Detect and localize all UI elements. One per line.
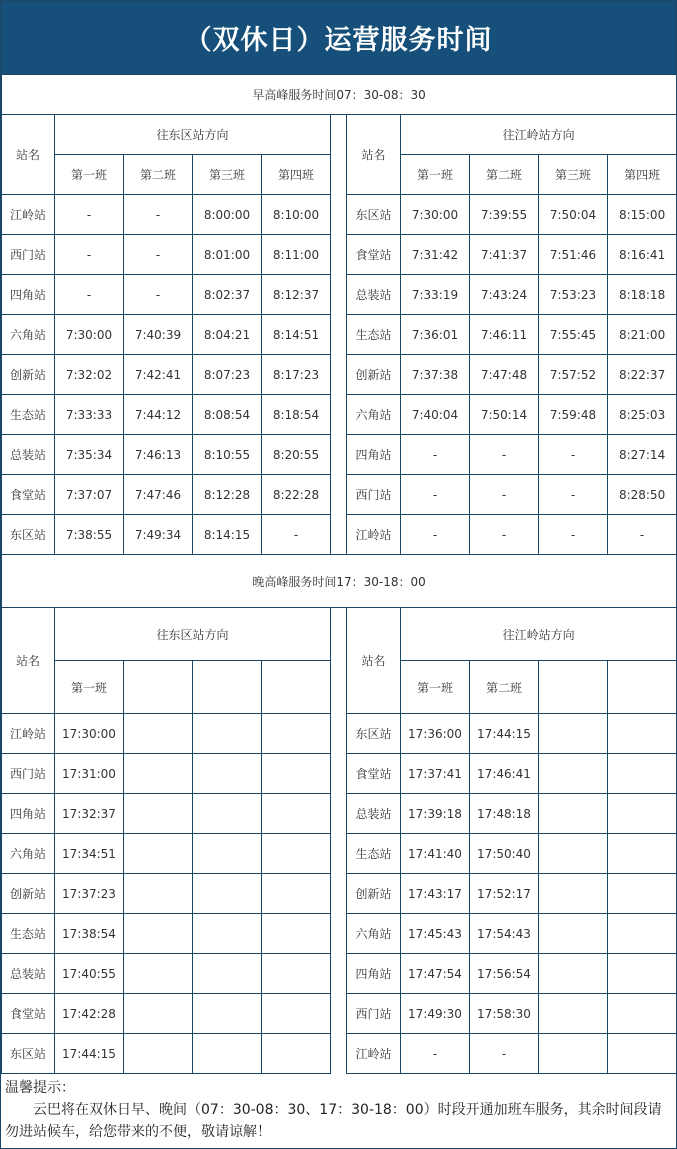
west-time-cell: 17:47:54 bbox=[401, 954, 470, 994]
notice-text: 云巴将在双休日早、晚间（07：30-08：30、17：30-18：00）时段开通加班车服务，其余时间段请勿进站候车，给您带来的不便，敬请谅解！ bbox=[5, 1102, 662, 1140]
west-station-name: 食堂站 bbox=[347, 754, 401, 794]
east-time-cell bbox=[124, 994, 193, 1034]
east-station-name: 江岭站 bbox=[2, 195, 55, 235]
west-time-cell bbox=[539, 874, 608, 914]
east-time-cell: 17:34:51 bbox=[55, 834, 124, 874]
evening-west-run-header bbox=[539, 661, 608, 714]
east-time-cell: 17:38:54 bbox=[55, 914, 124, 954]
morning-west-direction: 往江岭站方向 bbox=[401, 115, 677, 155]
gap-cell bbox=[331, 195, 347, 235]
table-row bbox=[2, 994, 677, 1034]
west-time-cell: 7:55:45 bbox=[539, 315, 608, 355]
east-time-cell bbox=[262, 1034, 331, 1074]
table-row bbox=[2, 914, 677, 954]
east-time-cell bbox=[262, 874, 331, 914]
west-time-cell: 7:30:00 bbox=[401, 195, 470, 235]
evening-gap bbox=[331, 608, 347, 714]
west-time-cell bbox=[608, 994, 677, 1034]
west-time-cell bbox=[608, 794, 677, 834]
east-time-cell: 7:44:12 bbox=[124, 395, 193, 435]
evening-west-run-header bbox=[608, 661, 677, 714]
west-station-name: 创新站 bbox=[347, 355, 401, 395]
east-time-cell bbox=[262, 794, 331, 834]
west-station-name: 创新站 bbox=[347, 874, 401, 914]
page-title: （双休日）运营服务时间 bbox=[1, 1, 676, 74]
east-station-name: 总装站 bbox=[2, 954, 55, 994]
east-station-name: 西门站 bbox=[2, 754, 55, 794]
morning-west-run-header: 第一班 bbox=[401, 155, 470, 195]
morning-east-station-header: 站名 bbox=[2, 115, 55, 195]
east-time-cell bbox=[124, 954, 193, 994]
morning-east-run-header: 第三班 bbox=[193, 155, 262, 195]
west-time-cell: - bbox=[470, 475, 539, 515]
east-time-cell bbox=[262, 754, 331, 794]
west-time-cell: 8:25:03 bbox=[608, 395, 677, 435]
west-time-cell: 17:41:40 bbox=[401, 834, 470, 874]
west-time-cell: 7:43:24 bbox=[470, 275, 539, 315]
west-station-name: 江岭站 bbox=[347, 1034, 401, 1074]
gap-cell bbox=[331, 874, 347, 914]
table-row bbox=[2, 794, 677, 834]
west-time-cell: 17:39:18 bbox=[401, 794, 470, 834]
west-station-name: 食堂站 bbox=[347, 235, 401, 275]
east-time-cell bbox=[262, 914, 331, 954]
morning-gap bbox=[331, 115, 347, 195]
gap-cell bbox=[331, 994, 347, 1034]
east-time-cell bbox=[193, 994, 262, 1034]
table-row bbox=[2, 1034, 677, 1074]
west-time-cell: 8:22:37 bbox=[608, 355, 677, 395]
west-time-cell bbox=[539, 914, 608, 954]
table-row bbox=[2, 355, 677, 395]
west-time-cell: 7:33:19 bbox=[401, 275, 470, 315]
west-time-cell: 7:57:52 bbox=[539, 355, 608, 395]
west-time-cell: 17:37:41 bbox=[401, 754, 470, 794]
east-station-name: 总装站 bbox=[2, 435, 55, 475]
table-row bbox=[2, 874, 677, 914]
west-time-cell: 8:18:18 bbox=[608, 275, 677, 315]
gap-cell bbox=[331, 395, 347, 435]
gap-cell bbox=[331, 355, 347, 395]
east-time-cell bbox=[193, 874, 262, 914]
east-time-cell bbox=[124, 1034, 193, 1074]
east-time-cell: 8:04:21 bbox=[193, 315, 262, 355]
evening-east-run-header: 第一班 bbox=[55, 661, 124, 714]
west-time-cell: 17:46:41 bbox=[470, 754, 539, 794]
table-row bbox=[2, 754, 677, 794]
west-time-cell: 17:48:18 bbox=[470, 794, 539, 834]
west-time-cell: 17:45:43 bbox=[401, 914, 470, 954]
table-row bbox=[2, 195, 677, 235]
west-time-cell bbox=[539, 994, 608, 1034]
west-time-cell: 8:27:14 bbox=[608, 435, 677, 475]
east-time-cell: 8:00:00 bbox=[193, 195, 262, 235]
gap-cell bbox=[331, 275, 347, 315]
west-station-name: 总装站 bbox=[347, 275, 401, 315]
west-station-name: 东区站 bbox=[347, 195, 401, 235]
west-time-cell bbox=[608, 954, 677, 994]
west-station-name: 总装站 bbox=[347, 794, 401, 834]
west-time-cell bbox=[539, 794, 608, 834]
notice-label: 温馨提示： bbox=[5, 1080, 75, 1096]
east-station-name: 生态站 bbox=[2, 914, 55, 954]
east-time-cell: 7:49:34 bbox=[124, 515, 193, 555]
west-time-cell: 7:46:11 bbox=[470, 315, 539, 355]
west-time-cell bbox=[608, 714, 677, 754]
gap-cell bbox=[331, 515, 347, 555]
gap-cell bbox=[331, 954, 347, 994]
west-time-cell bbox=[539, 714, 608, 754]
east-time-cell bbox=[262, 714, 331, 754]
west-station-name: 东区站 bbox=[347, 714, 401, 754]
morning-west-run-header: 第三班 bbox=[539, 155, 608, 195]
table-row bbox=[2, 714, 677, 754]
morning-east-run-header: 第四班 bbox=[262, 155, 331, 195]
east-time-cell: 17:40:55 bbox=[55, 954, 124, 994]
west-time-cell: - bbox=[608, 515, 677, 555]
east-station-name: 创新站 bbox=[2, 355, 55, 395]
west-station-name: 生态站 bbox=[347, 315, 401, 355]
morning-west-run-header: 第二班 bbox=[470, 155, 539, 195]
west-time-cell: 7:41:37 bbox=[470, 235, 539, 275]
west-time-cell: 8:16:41 bbox=[608, 235, 677, 275]
west-time-cell: 7:51:46 bbox=[539, 235, 608, 275]
east-time-cell: 8:22:28 bbox=[262, 475, 331, 515]
west-time-cell: 7:39:55 bbox=[470, 195, 539, 235]
west-time-cell: 8:28:50 bbox=[608, 475, 677, 515]
west-time-cell: - bbox=[401, 515, 470, 555]
gap-cell bbox=[331, 475, 347, 515]
morning-heading-row bbox=[2, 75, 677, 115]
east-station-name: 四角站 bbox=[2, 275, 55, 315]
west-time-cell: - bbox=[539, 515, 608, 555]
evening-direction-row bbox=[2, 608, 677, 661]
west-station-name: 六角站 bbox=[347, 914, 401, 954]
east-time-cell bbox=[193, 794, 262, 834]
west-time-cell bbox=[539, 1034, 608, 1074]
east-time-cell: 8:02:37 bbox=[193, 275, 262, 315]
west-time-cell bbox=[608, 914, 677, 954]
evening-east-station-header: 站名 bbox=[2, 608, 55, 714]
east-time-cell bbox=[262, 994, 331, 1034]
east-time-cell bbox=[124, 834, 193, 874]
west-time-cell: - bbox=[401, 475, 470, 515]
west-time-cell: 7:31:42 bbox=[401, 235, 470, 275]
table-row bbox=[2, 954, 677, 994]
west-station-name: 生态站 bbox=[347, 834, 401, 874]
east-time-cell: 8:14:51 bbox=[262, 315, 331, 355]
east-time-cell bbox=[193, 914, 262, 954]
east-time-cell: 8:12:37 bbox=[262, 275, 331, 315]
evening-east-run-header bbox=[193, 661, 262, 714]
west-time-cell: 8:21:00 bbox=[608, 315, 677, 355]
evening-west-direction: 往江岭站方向 bbox=[401, 608, 677, 661]
east-time-cell bbox=[193, 714, 262, 754]
east-time-cell: 7:33:33 bbox=[55, 395, 124, 435]
east-time-cell: - bbox=[124, 235, 193, 275]
west-time-cell: 17:58:30 bbox=[470, 994, 539, 1034]
notice bbox=[1, 1074, 676, 1143]
east-time-cell bbox=[124, 714, 193, 754]
west-time-cell bbox=[608, 754, 677, 794]
east-time-cell: - bbox=[55, 195, 124, 235]
west-station-name: 四角站 bbox=[347, 435, 401, 475]
west-time-cell: - bbox=[539, 435, 608, 475]
west-time-cell: 17:44:15 bbox=[470, 714, 539, 754]
morning-east-run-header: 第一班 bbox=[55, 155, 124, 195]
east-time-cell: 7:46:13 bbox=[124, 435, 193, 475]
east-station-name: 东区站 bbox=[2, 515, 55, 555]
table-row bbox=[2, 834, 677, 874]
east-time-cell: 8:07:23 bbox=[193, 355, 262, 395]
gap-cell bbox=[331, 714, 347, 754]
gap-cell bbox=[331, 315, 347, 355]
east-time-cell: 8:11:00 bbox=[262, 235, 331, 275]
morning-section-heading: 早高峰服务时间07：30-08：30 bbox=[2, 75, 677, 115]
east-time-cell: 8:14:15 bbox=[193, 515, 262, 555]
east-time-cell: 7:37:07 bbox=[55, 475, 124, 515]
west-time-cell: 7:59:48 bbox=[539, 395, 608, 435]
east-time-cell: 7:38:55 bbox=[55, 515, 124, 555]
east-time-cell bbox=[193, 954, 262, 994]
table-row bbox=[2, 275, 677, 315]
east-time-cell: 7:32:02 bbox=[55, 355, 124, 395]
east-time-cell: - bbox=[262, 515, 331, 555]
morning-east-run-header: 第二班 bbox=[124, 155, 193, 195]
west-time-cell: 8:15:00 bbox=[608, 195, 677, 235]
gap-cell bbox=[331, 834, 347, 874]
east-time-cell: - bbox=[124, 275, 193, 315]
morning-direction-row bbox=[2, 115, 677, 155]
east-time-cell: 8:12:28 bbox=[193, 475, 262, 515]
east-time-cell: 17:30:00 bbox=[55, 714, 124, 754]
evening-east-run-header bbox=[124, 661, 193, 714]
east-time-cell: 8:17:23 bbox=[262, 355, 331, 395]
gap-cell bbox=[331, 914, 347, 954]
evening-west-run-header: 第二班 bbox=[470, 661, 539, 714]
gap-cell bbox=[331, 1034, 347, 1074]
west-time-cell: - bbox=[401, 1034, 470, 1074]
gap-cell bbox=[331, 754, 347, 794]
table-row bbox=[2, 435, 677, 475]
west-time-cell: 17:56:54 bbox=[470, 954, 539, 994]
west-time-cell: 17:43:17 bbox=[401, 874, 470, 914]
west-time-cell: 7:37:38 bbox=[401, 355, 470, 395]
west-station-name: 四角站 bbox=[347, 954, 401, 994]
west-station-name: 西门站 bbox=[347, 475, 401, 515]
east-time-cell bbox=[262, 954, 331, 994]
west-time-cell: 7:50:14 bbox=[470, 395, 539, 435]
timetable bbox=[1, 74, 677, 1074]
west-time-cell: 7:36:01 bbox=[401, 315, 470, 355]
west-time-cell: 17:54:43 bbox=[470, 914, 539, 954]
east-time-cell: 8:18:54 bbox=[262, 395, 331, 435]
east-time-cell: - bbox=[55, 275, 124, 315]
east-time-cell: 8:20:55 bbox=[262, 435, 331, 475]
west-station-name: 江岭站 bbox=[347, 515, 401, 555]
west-time-cell: 7:47:48 bbox=[470, 355, 539, 395]
east-station-name: 生态站 bbox=[2, 395, 55, 435]
table-row bbox=[2, 235, 677, 275]
west-time-cell: 17:52:17 bbox=[470, 874, 539, 914]
evening-west-run-header: 第一班 bbox=[401, 661, 470, 714]
east-station-name: 四角站 bbox=[2, 794, 55, 834]
west-time-cell bbox=[539, 834, 608, 874]
east-station-name: 六角站 bbox=[2, 834, 55, 874]
morning-west-run-header: 第四班 bbox=[608, 155, 677, 195]
east-time-cell: - bbox=[55, 235, 124, 275]
east-time-cell bbox=[193, 754, 262, 794]
east-time-cell bbox=[124, 874, 193, 914]
east-time-cell: 7:30:00 bbox=[55, 315, 124, 355]
west-time-cell: 17:49:30 bbox=[401, 994, 470, 1034]
east-station-name: 东区站 bbox=[2, 1034, 55, 1074]
west-time-cell: - bbox=[401, 435, 470, 475]
west-time-cell: - bbox=[470, 1034, 539, 1074]
west-time-cell bbox=[539, 954, 608, 994]
table-row bbox=[2, 515, 677, 555]
east-time-cell bbox=[193, 834, 262, 874]
west-time-cell bbox=[539, 754, 608, 794]
evening-east-run-header bbox=[262, 661, 331, 714]
west-time-cell bbox=[608, 874, 677, 914]
east-time-cell: 8:10:55 bbox=[193, 435, 262, 475]
west-time-cell: 7:50:04 bbox=[539, 195, 608, 235]
west-time-cell: 7:40:04 bbox=[401, 395, 470, 435]
east-time-cell: 17:31:00 bbox=[55, 754, 124, 794]
east-time-cell: 17:42:28 bbox=[55, 994, 124, 1034]
gap-cell bbox=[331, 435, 347, 475]
east-time-cell: - bbox=[124, 195, 193, 235]
west-time-cell: 17:36:00 bbox=[401, 714, 470, 754]
west-time-cell: - bbox=[470, 515, 539, 555]
east-station-name: 六角站 bbox=[2, 315, 55, 355]
east-station-name: 食堂站 bbox=[2, 994, 55, 1034]
gap-cell bbox=[331, 794, 347, 834]
table-row bbox=[2, 395, 677, 435]
morning-east-direction: 往东区站方向 bbox=[55, 115, 331, 155]
east-time-cell: 8:01:00 bbox=[193, 235, 262, 275]
west-station-name: 西门站 bbox=[347, 994, 401, 1034]
east-time-cell: 17:37:23 bbox=[55, 874, 124, 914]
morning-west-station-header: 站名 bbox=[347, 115, 401, 195]
east-station-name: 江岭站 bbox=[2, 714, 55, 754]
east-time-cell: 7:35:34 bbox=[55, 435, 124, 475]
east-station-name: 食堂站 bbox=[2, 475, 55, 515]
east-time-cell bbox=[124, 794, 193, 834]
east-time-cell bbox=[193, 1034, 262, 1074]
west-time-cell: - bbox=[539, 475, 608, 515]
east-time-cell: 7:40:39 bbox=[124, 315, 193, 355]
east-time-cell: 8:08:54 bbox=[193, 395, 262, 435]
evening-heading-row bbox=[2, 555, 677, 608]
east-time-cell bbox=[262, 834, 331, 874]
west-time-cell: 17:50:40 bbox=[470, 834, 539, 874]
west-time-cell: - bbox=[470, 435, 539, 475]
east-time-cell: 7:42:41 bbox=[124, 355, 193, 395]
east-station-name: 创新站 bbox=[2, 874, 55, 914]
table-row bbox=[2, 475, 677, 515]
east-time-cell bbox=[124, 914, 193, 954]
west-time-cell: 7:53:23 bbox=[539, 275, 608, 315]
west-time-cell bbox=[608, 1034, 677, 1074]
east-time-cell: 7:47:46 bbox=[124, 475, 193, 515]
east-time-cell: 17:44:15 bbox=[55, 1034, 124, 1074]
evening-east-direction: 往东区站方向 bbox=[55, 608, 331, 661]
table-row bbox=[2, 315, 677, 355]
west-time-cell bbox=[608, 834, 677, 874]
east-station-name: 西门站 bbox=[2, 235, 55, 275]
evening-section-heading: 晚高峰服务时间17：30-18：00 bbox=[2, 555, 677, 608]
east-time-cell: 17:32:37 bbox=[55, 794, 124, 834]
evening-west-station-header: 站名 bbox=[347, 608, 401, 714]
east-time-cell bbox=[124, 754, 193, 794]
west-station-name: 六角站 bbox=[347, 395, 401, 435]
east-time-cell: 8:10:00 bbox=[262, 195, 331, 235]
gap-cell bbox=[331, 235, 347, 275]
